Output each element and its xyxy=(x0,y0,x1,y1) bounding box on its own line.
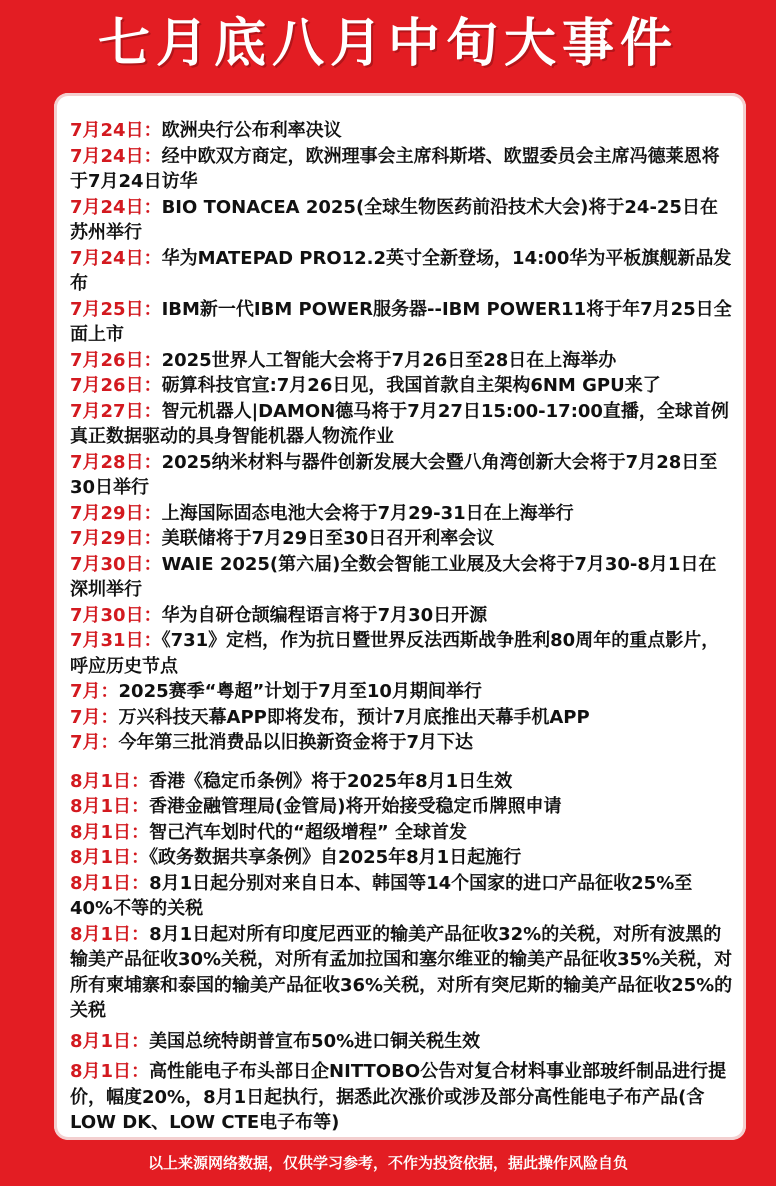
event-separator: ： xyxy=(143,528,162,549)
event-date: 8月1日 xyxy=(70,1061,132,1082)
event-text: 2025赛季“粤超”计划于7月至10月期间举行 xyxy=(118,681,482,702)
event-item xyxy=(70,845,734,871)
event-date: 7月24日 xyxy=(70,120,144,141)
event-separator: ： xyxy=(143,145,162,167)
event-date: 7月24日 xyxy=(70,145,144,167)
event-separator: ： xyxy=(131,1030,150,1052)
event-date: 8月1日 xyxy=(70,923,132,945)
event-separator: ： xyxy=(143,375,162,396)
event-date: 7月27日 xyxy=(70,400,144,422)
event-separator: ： xyxy=(143,400,162,422)
event-item xyxy=(70,871,734,922)
event-separator: ： xyxy=(143,120,162,141)
event-text: 今年第三批消费品以旧换新资金将于7月下达 xyxy=(118,732,474,753)
event-item xyxy=(70,526,734,552)
event-date: 7月 xyxy=(70,706,101,728)
event-text: 美国总统特朗普宣布50%进口铜关税生效 xyxy=(149,1030,481,1052)
event-item xyxy=(70,603,734,629)
event-date: 8月1日 xyxy=(70,872,132,894)
event-item xyxy=(70,118,734,144)
event-text: BIO TONACEA 2025(全球生物医药前沿技术大会)将于24-25日在苏州举行 xyxy=(70,196,718,243)
event-separator: ： xyxy=(143,553,162,575)
event-date: 7月26日 xyxy=(70,349,144,371)
event-text: 《政务数据共享条例》自2025年8月1日起施行 xyxy=(149,847,522,868)
event-item xyxy=(70,399,734,450)
event-item xyxy=(70,246,734,297)
event-separator: ： xyxy=(131,821,150,843)
event-text: 万兴科技天幕APP即将发布，预计7月底推出天幕手机APP xyxy=(118,706,590,728)
event-separator: ： xyxy=(143,298,162,320)
event-text: 高性能电子布头部日企NITTOBO公告对复合材料事业部玻纤制品进行提价，幅度20%，8月1日起执行，据悉此次涨价或涉及部分高性能电子布产品(含LOW DK、LOW CTE电子布等) xyxy=(70,1061,727,1133)
event-item xyxy=(70,348,734,374)
event-date: 7月26日 xyxy=(70,375,144,396)
event-text: 上海国际固态电池大会将于7月29-31日在上海举行 xyxy=(161,502,574,524)
event-date: 7月30日 xyxy=(70,553,144,575)
section-gap xyxy=(70,756,734,769)
august-events xyxy=(70,769,734,1136)
event-separator: ： xyxy=(131,847,150,868)
event-text: 经中欧双方商定，欧洲理事会主席科斯塔、欧盟委员会主席冯德莱恩将于7月24日访华 xyxy=(70,145,720,192)
event-separator: ： xyxy=(131,872,150,894)
event-item xyxy=(70,1029,734,1055)
event-date: 8月1日 xyxy=(70,770,132,792)
event-date: 7月24日 xyxy=(70,247,144,269)
page-title: 七月底八月中旬大事件 xyxy=(97,14,678,74)
event-item xyxy=(70,373,734,399)
event-separator: ： xyxy=(143,349,162,371)
event-text: 香港《稳定币条例》将于2025年8月1日生效 xyxy=(149,770,513,792)
event-date: 7月24日 xyxy=(70,196,144,218)
event-text: 8月1日起分别对来自日本、韩国等14个国家的进口产品征收25%至40%不等的关税 xyxy=(70,872,693,919)
event-text: 华为MATEPAD PRO12.2英寸全新登场，14:00华为平板旗舰新品发布 xyxy=(70,247,732,294)
event-date: 7月30日 xyxy=(70,604,144,626)
event-separator: ： xyxy=(143,451,162,473)
event-text: 2025世界人工智能大会将于7月26日至28日在上海举办 xyxy=(161,349,617,371)
event-date: 7月 xyxy=(70,681,101,702)
event-separator: ： xyxy=(143,502,162,524)
event-separator: ： xyxy=(143,247,162,269)
event-item xyxy=(70,297,734,348)
event-item xyxy=(70,628,734,679)
event-item xyxy=(70,922,734,1024)
event-separator: ： xyxy=(131,796,150,817)
event-text: IBM新一代IBM POWER服务器--IBM POWER11将于年7月25日全面上市 xyxy=(70,298,732,345)
event-date: 7月29日 xyxy=(70,528,144,549)
event-item xyxy=(70,794,734,820)
event-text: 美联储将于7月29日至30日召开利率会议 xyxy=(161,528,495,549)
event-text: 华为自研仓颉编程语言将于7月30日开源 xyxy=(161,604,488,626)
event-separator: ： xyxy=(143,196,162,218)
event-item xyxy=(70,679,734,705)
event-text: 《731》定档，作为抗日暨世界反法西斯战争胜利80周年的重点影片，呼应历史节点 xyxy=(70,630,720,677)
event-item xyxy=(70,450,734,501)
event-item xyxy=(70,552,734,603)
event-text: 智己汽车划时代的“超级增程” 全球首发 xyxy=(149,821,467,843)
event-item xyxy=(70,730,734,756)
event-text: 2025纳米材料与器件创新发展大会暨八角湾创新大会将于7月28日至30日举行 xyxy=(70,451,718,498)
event-separator: ： xyxy=(131,770,150,792)
event-date: 8月1日 xyxy=(70,1030,132,1052)
event-list xyxy=(70,118,734,1136)
event-date: 7月28日 xyxy=(70,451,144,473)
event-date: 8月1日 xyxy=(70,847,132,868)
event-separator: ： xyxy=(131,1061,150,1082)
event-separator: ： xyxy=(100,732,119,753)
event-text: 香港金融管理局(金管局)将开始接受稳定币牌照申请 xyxy=(149,796,562,817)
event-item xyxy=(70,705,734,731)
event-separator: ： xyxy=(100,681,119,702)
july-events xyxy=(70,118,734,756)
event-text: WAIE 2025(第六届)全数会智能工业展及大会将于7月30-8月1日在深圳举行 xyxy=(70,553,717,600)
event-text: 砺算科技官宣:7月26日见，我国首款自主架构6NM GPU来了 xyxy=(161,375,661,396)
event-item xyxy=(70,769,734,795)
event-date: 8月1日 xyxy=(70,796,132,817)
event-text: 8月1日起对所有印度尼西亚的输美产品征收32%的关税，对所有波黑的输美产品征收30%关税，对所有孟加拉国和塞尔维亚的输美产品征收35%关税，对所有柬埔寨和泰国的输美产品征收36%关税，对所有突尼斯的输美产品征收25%的关税 xyxy=(70,923,733,1021)
event-date: 7月 xyxy=(70,732,101,753)
event-separator: ： xyxy=(143,630,162,651)
event-date: 7月29日 xyxy=(70,502,144,524)
event-item xyxy=(70,820,734,846)
event-separator: ： xyxy=(131,923,150,945)
event-separator: ： xyxy=(100,706,119,728)
event-text: 智元机器人|DAMON德马将于7月27日15:00-17:00直播，全球首例真正数据驱动的具身智能机器人物流作业 xyxy=(70,400,729,447)
event-separator: ： xyxy=(143,604,162,626)
event-item xyxy=(70,501,734,527)
event-item xyxy=(70,1059,734,1136)
event-date: 8月1日 xyxy=(70,821,132,843)
event-date: 7月25日 xyxy=(70,298,144,320)
event-item xyxy=(70,195,734,246)
event-date: 7月31日 xyxy=(70,630,144,651)
disclaimer-footer: 以上来源网络数据，仅供学习参考，不作为投资依据，据此操作风险自负 xyxy=(147,1154,628,1172)
event-item xyxy=(70,144,734,195)
event-text: 欧洲央行公布利率决议 xyxy=(161,120,342,141)
